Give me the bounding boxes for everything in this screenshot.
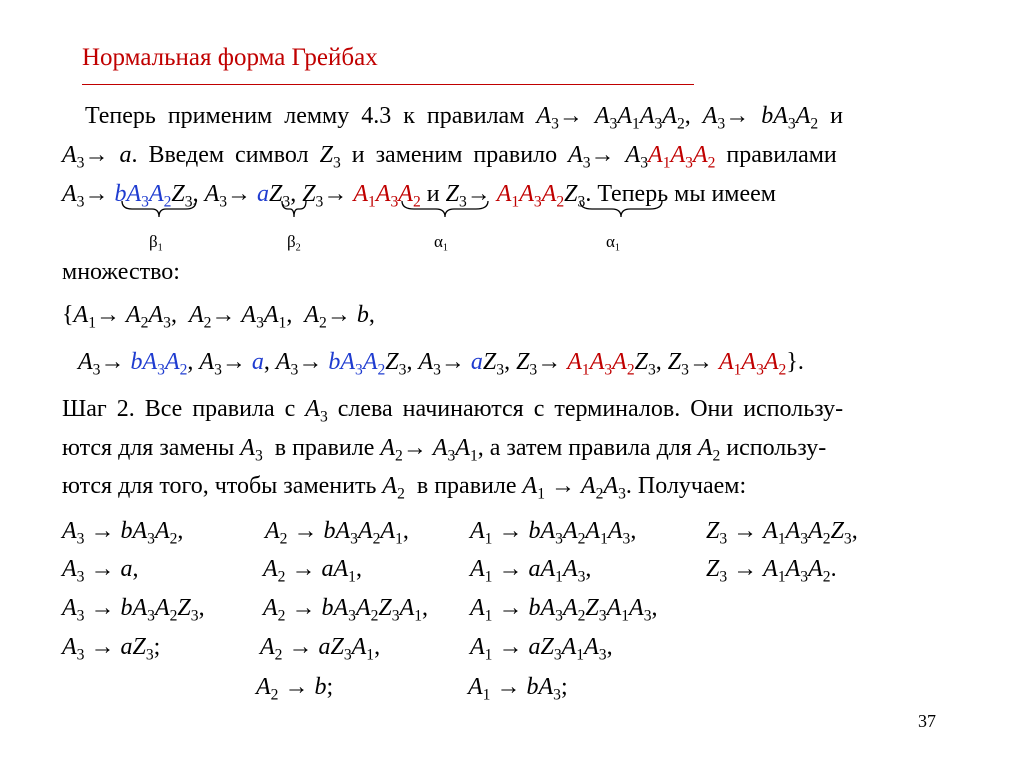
rule-a3-1: $A_3 \to bA_3A_2$,: [62, 518, 184, 548]
label-beta1: $\beta_1$: [149, 232, 163, 254]
rule-a1-1: $A_1 \to bA_3A_2A_1A_3$,: [470, 518, 637, 548]
rule-a2-1: $A_2 \to bA_3A_2A_1$,: [265, 518, 409, 548]
rule-a2-5: $A_2 \to b$;: [256, 674, 334, 704]
rule-a1-4: $A_1 \to aZ_3A_1A_3$,: [470, 634, 613, 664]
rule-a2-2: $A_2 \to aA_1$,: [263, 556, 362, 586]
rule-a3-2: $A_3 \to a$,: [62, 556, 139, 586]
step2-line-1: Шаг 2. Все правила с $A_3$ слева начинаются с терминалов. Они использу-: [62, 396, 844, 426]
text-line-3: $A_3\to bA_3A_2Z_3$, $A_3\to aZ_3$, $Z_3\to A_1A_3A_2$ и $Z_3\to A_1A_3A_2Z_3$. Теперь мы имеем: [62, 181, 776, 211]
set-line-1: {$A_1\to A_2A_3$, $A_2\to A_3A_1$, $A_2\to b$,: [62, 302, 375, 332]
title-underline: [82, 84, 694, 85]
label-beta2: $\beta_2$: [287, 232, 301, 254]
text-line-1: Теперь применим лемму 4.3 к правилам $A_3\to A_3A_1A_3A_2$, $A_3\to bA_3A_2$ и: [85, 103, 843, 133]
rule-a1-2: $A_1 \to aA_1A_3$,: [470, 556, 592, 586]
rule-z3-2: $Z_3 \to A_1A_3A_2$.: [706, 556, 837, 586]
brace-beta2: [280, 199, 308, 219]
rule-a3-4: $A_3 \to aZ_3$;: [62, 634, 161, 664]
rule-a2-3: $A_2 \to bA_3A_2Z_3A_1$,: [263, 595, 429, 625]
brace-beta1: [120, 199, 198, 219]
set-line-2: $A_3\to bA_3A_2$, $A_3\to a$, $A_3\to bA_3A_2Z_3$, $A_3\to aZ_3$, $Z_3\to A_1A_3A_2Z_3$, $Z_3\to A_1A_3A_2$}.: [78, 349, 804, 379]
slide-title: Нормальная форма Грейбах: [82, 44, 378, 71]
brace-alpha1: [400, 199, 490, 219]
label-alpha2: $\alpha_1$: [606, 232, 621, 254]
label-alpha1: $\alpha_1$: [434, 232, 449, 254]
rule-a2-4: $A_2 \to aZ_3A_1$,: [260, 634, 381, 664]
step2-line-2: ются для замены $A_3$ в правиле $A_2\to A_3A_1$, а затем правила для $A_2$ использу-: [62, 435, 827, 465]
text-line-4: множество:: [62, 259, 180, 285]
step2-line-3: ются для того, чтобы заменить $A_2$ в правиле $A_1 \to A_2A_3$. Получаем:: [62, 473, 747, 503]
rule-a1-5: $A_1 \to bA_3$;: [468, 674, 568, 704]
rule-a3-3: $A_3 \to bA_3A_2Z_3$,: [62, 595, 205, 625]
rule-a1-3: $A_1 \to bA_3A_2Z_3A_1A_3$,: [470, 595, 658, 625]
text-line-2: $A_3\to a$. Введем символ $Z_3$ и заменим правило $A_3\to A_3A_1A_3A_2$ правилами: [62, 142, 837, 172]
page-number: 37: [918, 711, 936, 731]
brace-alpha2: [578, 199, 664, 219]
rule-z3-1: $Z_3 \to A_1A_3A_2Z_3$,: [706, 518, 858, 548]
